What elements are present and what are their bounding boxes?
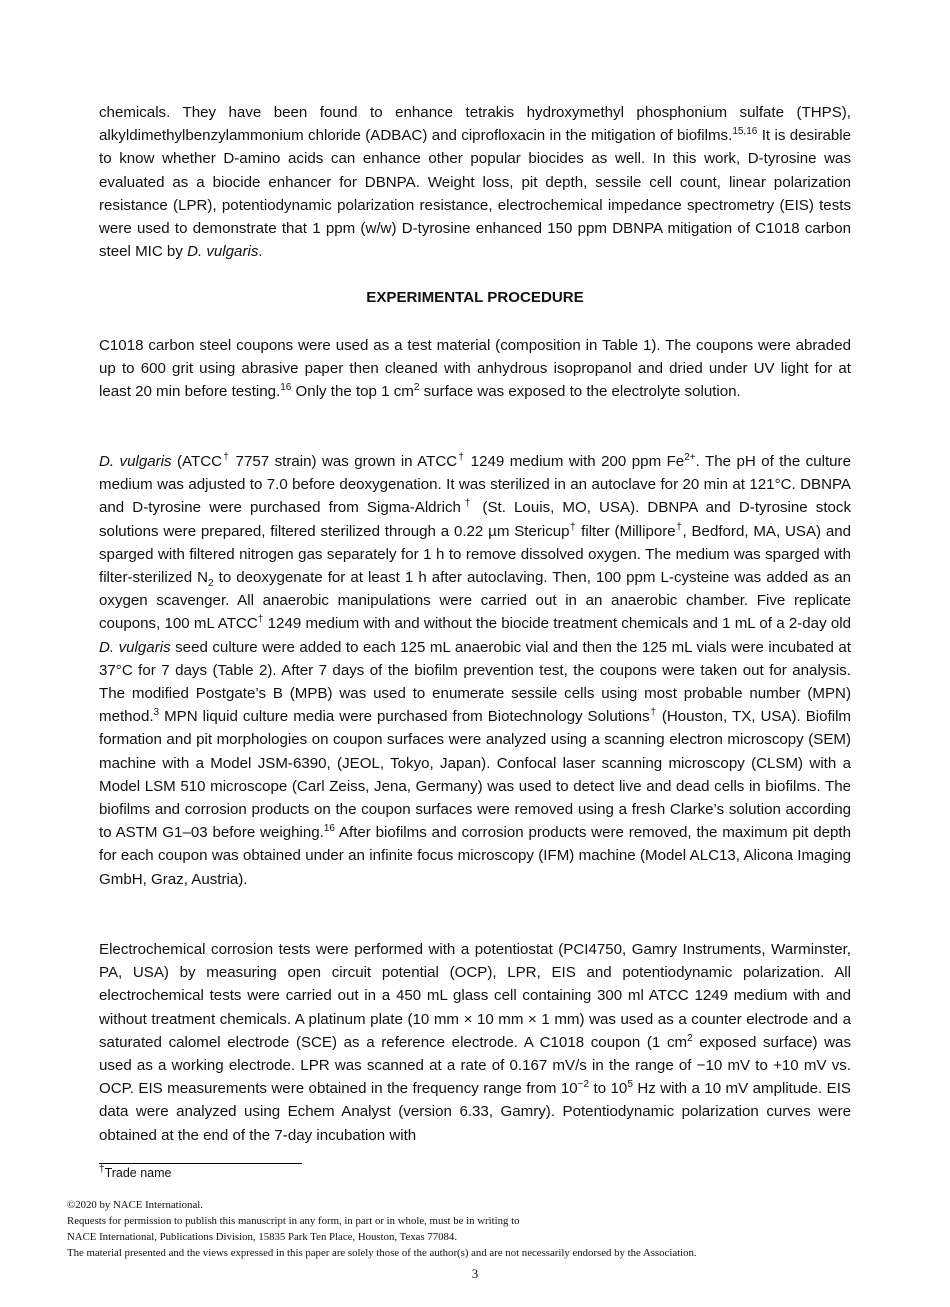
- page-number: 3: [471, 1266, 479, 1281]
- footnote-divider: [99, 1163, 302, 1164]
- text-run: Only the top 1 cm: [291, 383, 414, 401]
- trade-mark-superscript: †: [457, 451, 466, 463]
- text-run: 1249 medium with and without the biocide treatment chemicals and 1 mL of a 2-day old: [263, 615, 851, 633]
- text-run: chemicals. They have been found to enhance tetrakis hydroxymethyl phosphonium sulfate (THPS), alkyldimethylbenzylammonium chloride (ADBAC) and ciprofloxacin in the mitigation of biofilms.: [99, 104, 851, 145]
- footnote-mark: †: [99, 1163, 105, 1175]
- text-run: Electrochemical corrosion tests were performed with a potentiostat (PCI4750, Gamry Instruments, Warminster, PA, USA) by measuring open circuit potential (OCP), LPR, EIS and potentiodynamic polarization. All electrochemical tests were carried out in a 450 mL glass cell containing 300 ml ATCC 1249 medium with and without treatment chemicals. A platinum plate (10 mm × 10 mm × 1 mm) was used as a counter electrode and a saturated calomel electrode (SCE) as a reference electrode. A C1018 coupon (1 cm: [99, 941, 851, 1051]
- text-run: to 10: [589, 1080, 628, 1098]
- section-heading: EXPERIMENTAL PROCEDURE: [366, 289, 584, 306]
- citation-superscript: 15,16: [732, 126, 758, 138]
- trade-mark-superscript: †: [649, 707, 657, 719]
- footnote-text: Trade name: [104, 1166, 172, 1180]
- exponent-superscript: 5: [627, 1079, 633, 1091]
- text-run: . The pH of the culture medium was adjusted to 7.0 before deoxygenation. It was sterilized in an autoclave for 20 min at 121°C. DBNPA and D-tyrosine were purchased from Sigma-Aldrich: [99, 453, 851, 517]
- trade-mark-superscript: †: [257, 614, 264, 626]
- species-name: D. vulgaris: [99, 453, 172, 470]
- ion-charge-superscript: 2+: [684, 451, 696, 463]
- text-run: 7757 strain) was grown in ATCC: [230, 453, 458, 470]
- copyright-line: ©2020 by NACE International.: [67, 1199, 203, 1211]
- citation-superscript: 3: [153, 707, 160, 719]
- citation-superscript: 16: [323, 823, 335, 835]
- paragraph-electrochem: [99, 938, 851, 1147]
- exponent-superscript: −2: [577, 1079, 590, 1091]
- text-run: exposed surface) was used as a working electrode. LPR was scanned at a rate of 0.167 mV/s in the range of −10 mV to +10 mV vs. OCP. EIS measurements were obtained in the frequency range from 10: [99, 1033, 851, 1098]
- text-run: .: [258, 243, 263, 261]
- citation-superscript: 16: [280, 382, 292, 394]
- text-run: (St. Louis, MO, USA). DBNPA and D-tyrosine stock solutions were prepared, filtered sterilized through a 0.22 µm Stericup: [99, 499, 852, 540]
- subscript: 2: [208, 578, 214, 590]
- text-run: Hz with a 10 mV amplitude. EIS data were analyzed using Echem Analyst (version 6.33, Gamry). Potentiodynamic polarization curves were obtained at the end of the 7-day incubation with: [99, 1080, 852, 1144]
- disclaimer-line: The material presented and the views expressed in this paper are solely those of the author(s) and are not necessarily endorsed by the Association.: [67, 1247, 697, 1259]
- paragraph-coupons: [99, 334, 851, 404]
- text-run: MPN liquid culture media were purchased from Biotechnology Solutions: [159, 708, 650, 726]
- publisher-address: NACE International, Publications Division, 15835 Park Ten Place, Houston, Texas 77084.: [67, 1231, 458, 1243]
- permission-line: Requests for permission to publish this manuscript in any form, in part or in whole, must be in writing to: [67, 1215, 520, 1227]
- text-run: (ATCC: [171, 453, 223, 470]
- text-run: to deoxygenate for at least 1 h after autoclaving. Then, 100 ppm L-cysteine was added as an oxygen scavenger. All anaerobic manipulations were carried out in an anaerobic chamber. Five replicate coupons, 100 mL ATCC: [99, 569, 851, 633]
- text-run: It is desirable to know whether D-amino acids can enhance other popular biocides as well. In this work, D-tyrosine was evaluated as a biocide enhancer for DBNPA. Weight loss, pit depth, sessile cell count, linear polarization resistance (LPR), potentiodynamic polarization resistance, electrochemical impedance spectrometry (EIS) tests were used to demonstrate that 1 ppm (w/w) D-tyrosine enhanced 150 ppm DBNPA mitigation of C1018 carbon steel MIC by: [99, 127, 852, 261]
- paragraph-culture: [99, 450, 851, 891]
- text-run: 1249 medium with 200 ppm Fe: [465, 453, 685, 470]
- text-run: surface was exposed to the electrolyte solution.: [419, 383, 741, 401]
- exponent-superscript: 2: [687, 1032, 693, 1044]
- text-run: After biofilms and corrosion products were removed, the maximum pit depth for each coupon was obtained under an infinite focus microscopy (IFM) machine (Model ALC13, Alicona Imaging GmbH, Graz, Austria).: [99, 824, 851, 888]
- species-name: D. vulgaris: [187, 243, 259, 261]
- trade-mark-superscript: †: [222, 451, 231, 463]
- footnote: [99, 1163, 172, 1180]
- text-run: , Bedford, MA, USA) and sparged with filtered nitrogen gas separately for 1 h to remove dissolved oxygen. The medium was sparged with filter-sterilized N: [99, 522, 852, 587]
- trade-mark-superscript: †: [569, 521, 577, 533]
- paragraph-intro: [99, 101, 851, 263]
- species-name: D. vulgaris: [99, 638, 171, 656]
- text-run: filter (Millipore: [576, 522, 676, 540]
- text-run: seed culture were added to each 125 mL anaerobic vial and then the 125 mL vials were incubated at 37°C for 7 days (Table 2). After 7 days of the biofilm prevention test, the coupons were taken out for analysis. The modified Postgate’s B (MPB) was used to enumerate sessile cells using most probable number (MPN) method.: [99, 638, 851, 726]
- exponent-superscript: 2: [413, 382, 420, 394]
- text-run: (Houston, TX, USA). Biofilm formation and pit morphologies on coupon surfaces were analyzed using a scanning electron microscopy (SEM) machine with a Model JSM-6390, (JEOL, Tokyo, Japan). Confocal laser scanning microscopy (CLSM) with a Model LSM 510 microscope (Carl Zeiss, Jena, Germany) was used to detect live and dead cells in biofilms. The biofilms and corrosion products on the coupon surfaces were removed using a fresh Clarke’s solution according to ASTM G1–03 before weighing.: [99, 708, 852, 842]
- trade-mark-superscript: †: [460, 498, 475, 510]
- trade-mark-superscript: †: [675, 521, 683, 533]
- text-run: C1018 carbon steel coupons were used as a test material (composition in Table 1). The coupons were abraded up to 600 grit using abrasive paper then cleaned with anhydrous isopropanol and dried under UV light for at least 20 min before testing.: [99, 337, 851, 401]
